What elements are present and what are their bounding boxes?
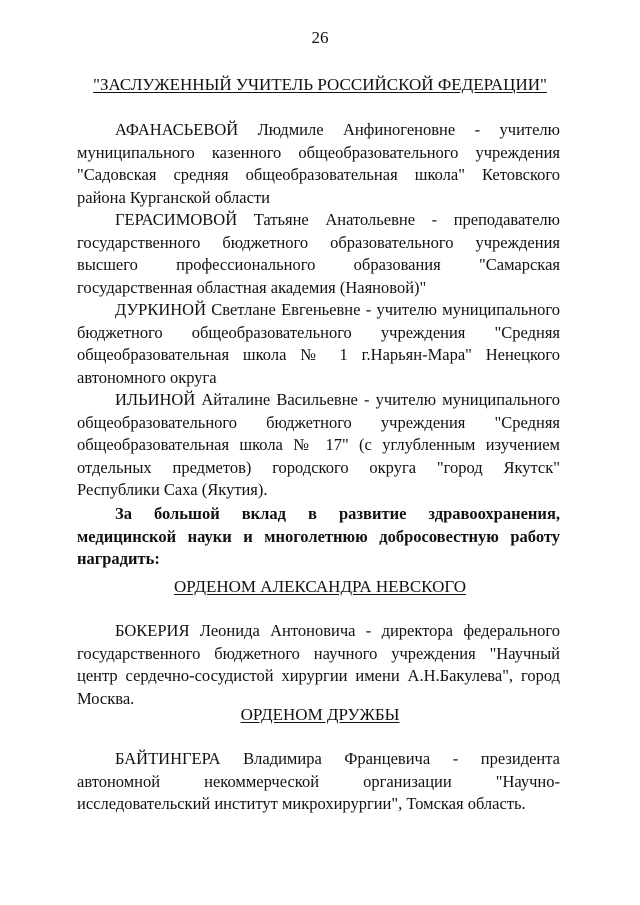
- award-entry-bokeria: БОКЕРИЯ Леонида Антоновича - директора федерального государственного бюджетного научного учреждения "Научный центр сердечно-сосудистой хирургии имени А.Н.Бакулева", город Москва.: [77, 621, 560, 708]
- award-entry-durkina: ДУРКИНОЙ Светлане Евгеньевне - учителю муниципального бюджетного общеобразовательного учреждения "Средняя общеобразовательная школа № 1 г.Нарьян-Мара" Ненецкого автономного округа: [77, 300, 560, 387]
- award-entry-afanasyeva: АФАНАСЬЕВОЙ Людмиле Анфиногеновне - учителю муниципального казенного общеобразовательного учреждения "Садовская средняя общеобразовательная школа" Кетовского района Курганской области: [77, 120, 560, 207]
- page-number: 26: [311, 28, 329, 47]
- award-entry-baitinger: БАЙТИНГЕРА Владимира Францевича - президента автономной некоммерческой организации "Научно-исследовательский институт микрохирургии", Томская область.: [77, 749, 560, 814]
- award-entry-gerasimova: ГЕРАСИМОВОЙ Татьяне Анатольевне - преподавателю государственного бюджетного образовательного учреждения высшего профессионального образования "Самарская государственная областная академия (Наяновой)": [77, 210, 560, 297]
- section-heading-order-nevsky: ОРДЕНОМ АЛЕКСАНДРА НЕВСКОГО: [173, 577, 467, 596]
- award-intro-paragraph: За большой вклад в развитие здравоохранения, медицинской науки и многолетнюю добросовестную работу наградить:: [77, 504, 560, 569]
- section-heading-order-friendship: ОРДЕНОМ ДРУЖБЫ: [240, 705, 400, 724]
- award-entry-ilyina: ИЛЬИНОЙ Айталине Васильевне - учителю муниципального общеобразовательного бюджетного учреждения "Средняя общеобразовательная школа № 17" (с углубленным изучением отдельных предметов) городского округа "город Якутск" Республики Саха (Якутия).: [77, 390, 560, 500]
- section-heading-honored-teacher: "ЗАСЛУЖЕННЫЙ УЧИТЕЛЬ РОССИЙСКОЙ ФЕДЕРАЦИИ": [93, 75, 547, 94]
